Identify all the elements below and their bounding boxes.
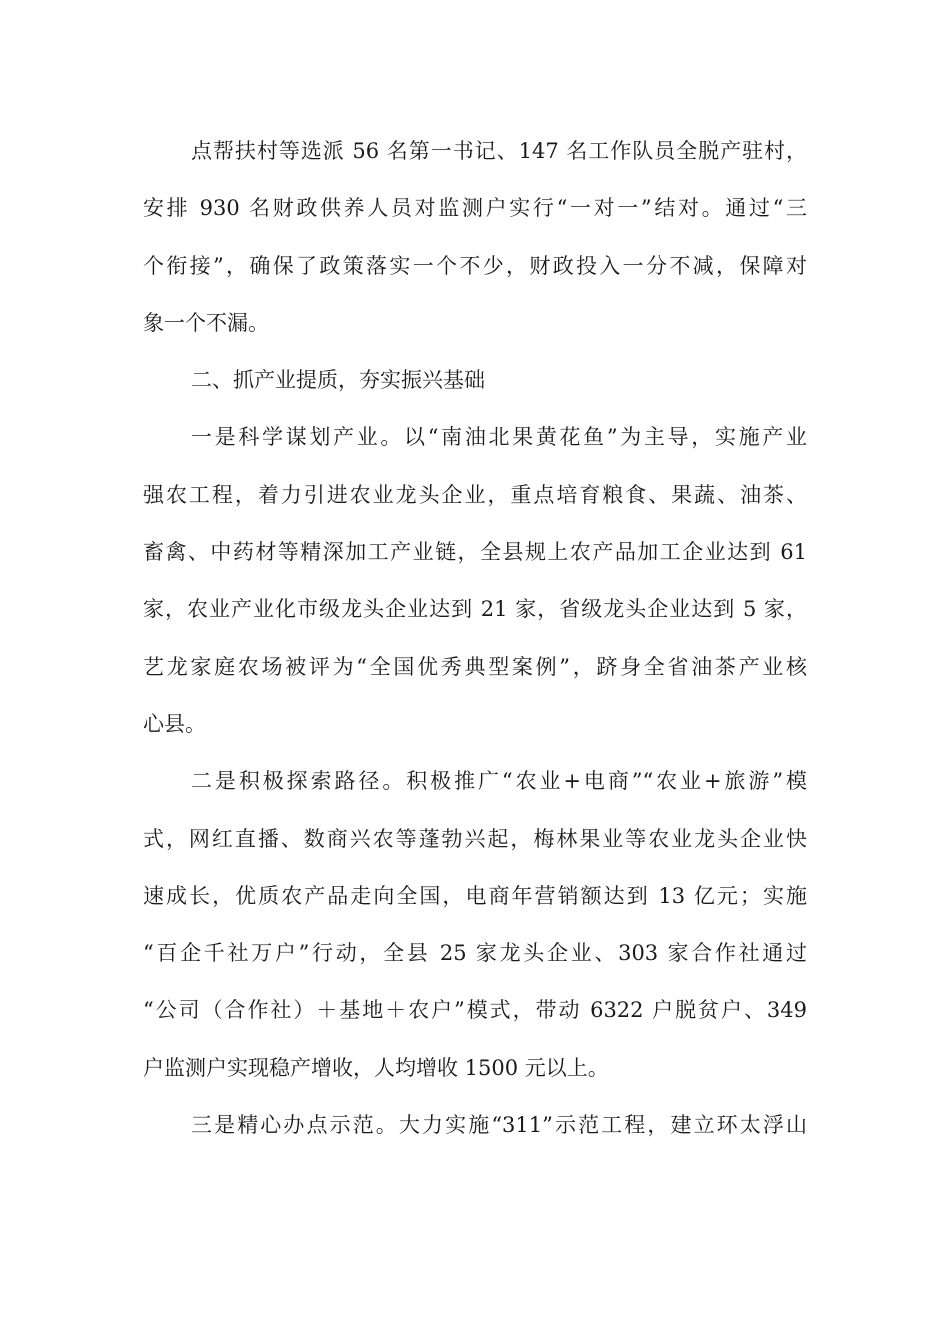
paragraph-line: 速成长，优质农产品走向全国，电商年营销额达到 13 亿元；实施: [143, 883, 807, 908]
paragraph-line: 艺龙家庭农场被评为“全国优秀典型案例”，跻身全省油茶产业核: [143, 654, 807, 679]
paragraph-4: [143, 1103, 807, 1160]
paragraph-2: [143, 415, 807, 759]
paragraph-line: 式，网红直播、数商兴农等蓬勃兴起，梅林果业等农业龙头企业快: [143, 826, 807, 851]
paragraph-line: 心县。: [143, 711, 206, 736]
paragraph-line: 强农工程，着力引进农业龙头企业，重点培育粮食、果蔬、油茶、: [143, 482, 807, 507]
paragraph-3: [143, 759, 807, 1103]
paragraph-line: 户监测户实现稳产增收，人均增收 1500 元以上。: [143, 1055, 609, 1080]
section-heading: 二、抓产业提质，夯实振兴基础: [191, 368, 485, 393]
paragraph-line: “百企千社万户”行动，全县 25 家龙头企业、303 家合作社通过: [143, 941, 807, 966]
paragraph-line: 家，农业产业化市级龙头企业达到 21 家，省级龙头企业达到 5 家，: [143, 597, 807, 622]
paragraph-1: [143, 129, 807, 358]
paragraph-line: 二是积极探索路径。积极推广“农业+电商”“农业+旅游”模: [191, 769, 807, 794]
paragraph-line: 个衔接”，确保了政策落实一个不少，财政投入一分不减，保障对: [143, 253, 807, 278]
paragraph-line: “公司（合作社）＋基地＋农户”模式，带动 6322 户脱贫户、349: [143, 998, 807, 1023]
paragraph-line: 象一个不漏。: [143, 310, 269, 335]
paragraph-line: 点帮扶村等选派 56 名第一书记、147 名工作队员全脱产驻村，: [191, 139, 807, 163]
paragraph-line: 安排 930 名财政供养人员对监测户实行“一对一”结对。通过“三: [143, 196, 807, 221]
document-body: [143, 129, 807, 1160]
paragraph-line: 一是科学谋划产业。以“南油北果黄花鱼”为主导，实施产业: [191, 425, 807, 450]
paragraph-line: 三是精心办点示范。大力实施“311”示范工程，建立环太浮山: [191, 1113, 807, 1138]
paragraph-line: 畜禽、中药材等精深加工产业链，全县规上农产品加工企业达到 61: [143, 540, 807, 565]
